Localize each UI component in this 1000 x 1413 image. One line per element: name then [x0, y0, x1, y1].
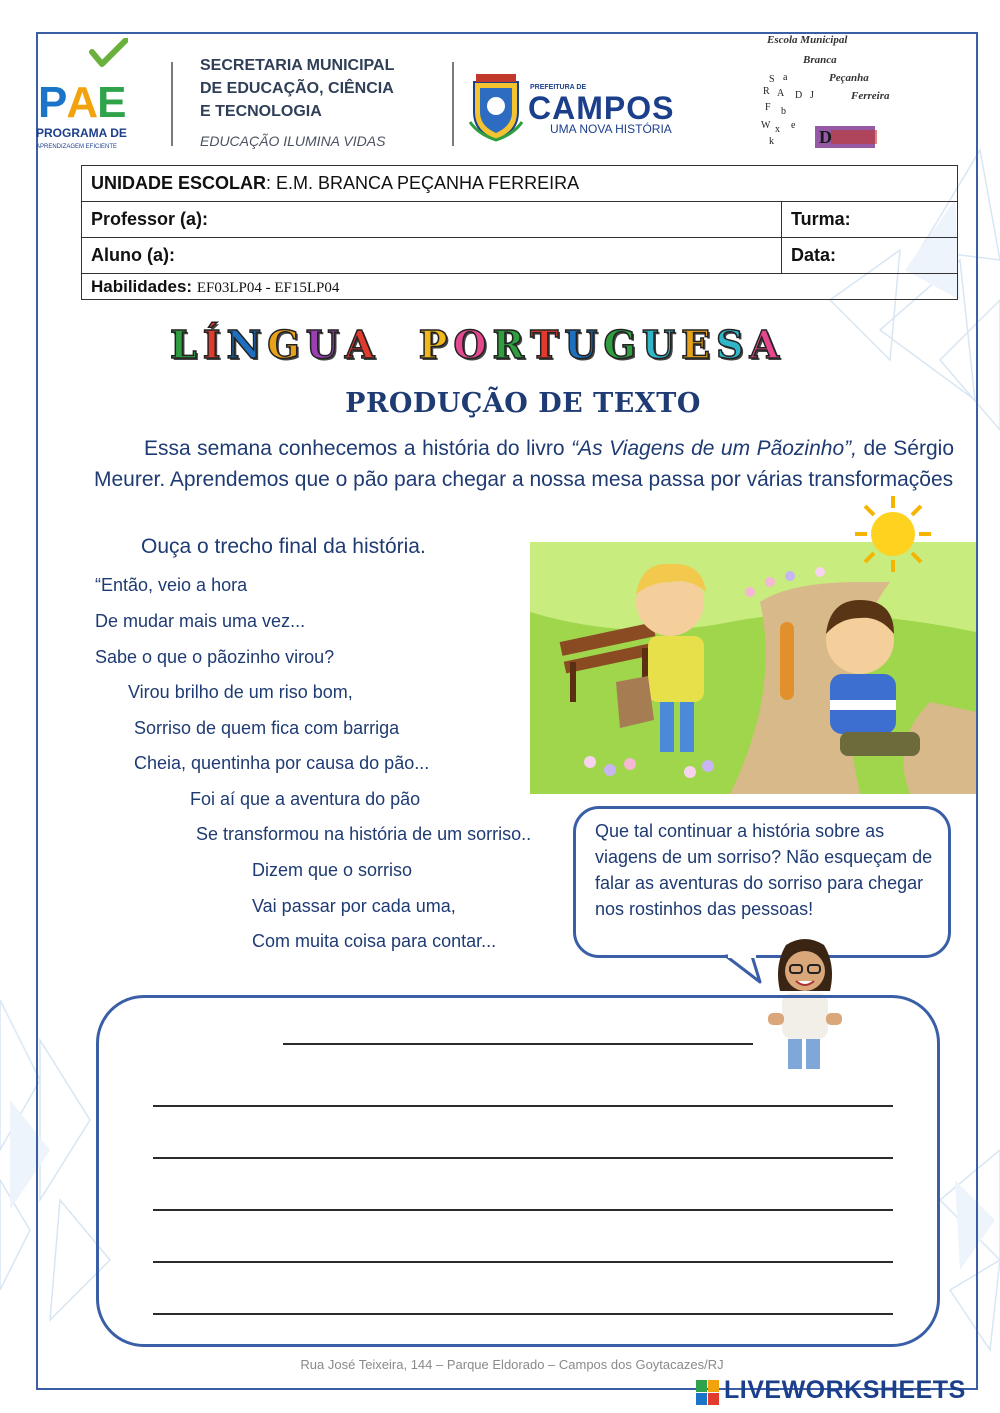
subject-title-letter: Í [202, 322, 227, 367]
pae-letter-e: E [97, 78, 126, 127]
svg-text:b: b [781, 106, 786, 117]
habilidades-value: EF03LP04 - EF15LP04 [196, 279, 340, 296]
school-logo-line: Peçanha [829, 72, 869, 84]
pae-letters [38, 78, 126, 128]
subject-title-letter: S [716, 322, 750, 367]
svg-text:J: J [810, 90, 814, 101]
svg-text:D: D [819, 127, 832, 147]
subject-title-letter: R [492, 322, 531, 367]
poem-line: Se transformou na história de um sorriso.. [196, 824, 532, 844]
turma-label: Turma: [791, 209, 851, 229]
secretaria-line: E TECNOLOGIA [200, 103, 322, 120]
crest-icon [468, 72, 524, 142]
poem-line: De mudar mais uma vez... [95, 611, 306, 631]
school-logo [755, 32, 900, 160]
svg-text:D: D [795, 90, 803, 101]
sun-icon [853, 494, 933, 574]
title-line[interactable] [283, 1043, 753, 1045]
poem-line: Virou brilho de um riso bom, [128, 682, 353, 702]
svg-text:a: a [783, 72, 788, 83]
svg-text:A: A [777, 88, 785, 99]
header-divider [452, 62, 454, 146]
liveworksheets-brand[interactable]: LIVEWORKSHEETS [724, 1376, 966, 1404]
writing-line[interactable] [153, 1209, 893, 1211]
school-logo-line: Escola Municipal [767, 34, 848, 46]
writing-line[interactable] [153, 1261, 893, 1263]
subject-title-letter: U [305, 322, 345, 367]
secretaria-line: DE EDUCAÇÃO, CIÊNCIA [200, 80, 394, 97]
header-divider [171, 62, 173, 146]
pae-program-label: PROGRAMA DE [36, 126, 127, 140]
table-row [82, 166, 958, 202]
subject-title-letter: N [226, 322, 268, 367]
prefeitura-label: PREFEITURA DE [530, 84, 587, 91]
data-label: Data: [791, 245, 837, 265]
campos-slogan: UMA NOVA HISTÓRIA [550, 122, 672, 136]
writing-line[interactable] [153, 1105, 893, 1107]
liveworksheets-icon [696, 1380, 720, 1406]
svg-text:k: k [769, 136, 774, 147]
intro-part1: Essa semana conhecemos a história do livro [144, 437, 572, 460]
svg-text:S: S [769, 74, 775, 85]
poem-line: Dizem que o sorriso [252, 860, 413, 880]
unidade-label: UNIDADE ESCOLAR [91, 173, 267, 193]
subject-title-letter [380, 322, 399, 367]
poem-line: Sorriso de quem fica com barriga [134, 718, 400, 738]
subject-title-letter: A [344, 322, 381, 367]
book-title: “As Viagens de um Pãozinho”, [571, 437, 857, 460]
subject-title-letter: P [418, 322, 454, 367]
check-icon [88, 38, 128, 68]
poem-line: “Então, veio a hora [95, 575, 248, 595]
turma-field[interactable] [782, 202, 958, 238]
pae-logo [36, 38, 146, 156]
secretaria-line: SECRETARIA MUNICIPAL [200, 57, 395, 74]
svg-text:e: e [791, 120, 796, 131]
svg-text:W: W [761, 120, 771, 131]
subject-title-letter: G [603, 322, 642, 367]
speech-bubble-text: Que tal continuar a história sobre as viagens de um sorriso? Não esqueçam de falar as aventuras do sorriso para chegar nos rostinhos das pessoas! [595, 821, 933, 919]
poem-line: Cheia, quentinha por causa do pão... [134, 753, 430, 773]
subject-title-letter: U [641, 322, 682, 367]
kids-park-illustration [530, 542, 976, 794]
secretaria-title [200, 54, 450, 123]
section-title: PRODUÇÃO DE TEXTO [345, 388, 701, 419]
school-logo-line: Branca [803, 54, 837, 66]
subject-title-letter: A [749, 322, 785, 367]
poem-line: Vai passar por cada uma, [252, 896, 456, 916]
school-logo-line: Ferreira [851, 90, 890, 102]
subject-title-letter: O [453, 322, 493, 367]
intro-paragraph [94, 433, 954, 495]
listen-instruction: Ouça o trecho final da história. [141, 535, 426, 558]
aluno-label: Aluno (a): [91, 245, 175, 265]
subject-title-letter: U [564, 322, 604, 367]
professor-field[interactable] [82, 202, 782, 238]
table-row [82, 202, 958, 238]
poem-line: Sabe o que o pãozinho virou? [95, 647, 335, 667]
aluno-field[interactable] [82, 238, 782, 274]
subject-title-letter: L [170, 322, 203, 367]
subject-title-letter: E [681, 322, 717, 367]
writing-area[interactable] [96, 995, 940, 1347]
poem-line: Foi aí que a aventura do pão [190, 789, 421, 809]
professor-label: Professor (a): [91, 209, 209, 229]
writing-line[interactable] [153, 1313, 893, 1315]
pae-subtitle: APRENDIZAGEM EFICIENTE [36, 144, 118, 150]
secretaria-slogan: EDUCAÇÃO ILUMINA VIDAS [200, 133, 386, 149]
svg-text:F: F [765, 102, 771, 113]
unidade-cell [82, 166, 958, 202]
table-row [82, 274, 958, 300]
writing-line[interactable] [153, 1157, 893, 1159]
campos-title: CAMPOS [528, 90, 675, 126]
pae-letter-p: P [38, 78, 67, 127]
pae-letter-a: A [66, 78, 98, 127]
intro-part2: de Sérgio Meurer. Aprendemos que o pão para chegar a nossa mesa passa por várias transformações [94, 437, 954, 491]
habilidades-label: Habilidades: [91, 276, 193, 296]
subject-title [170, 322, 890, 370]
svg-text:x: x [775, 124, 780, 135]
poem-line: Com muita coisa para contar... [252, 931, 497, 951]
habilidades-cell [82, 274, 958, 300]
subject-title-letter [400, 322, 419, 367]
info-table [81, 165, 958, 300]
subject-title-letter: T [530, 322, 565, 367]
data-field[interactable] [782, 238, 958, 274]
svg-text:R: R [763, 86, 770, 97]
subject-title-letter: G [267, 322, 306, 367]
unidade-value: : E.M. BRANCA PEÇANHA FERREIRA [266, 173, 580, 193]
footer-address: Rua José Teixeira, 144 – Parque Eldorado – Campos dos Goytacazes/RJ [300, 1357, 724, 1372]
table-row [82, 238, 958, 274]
